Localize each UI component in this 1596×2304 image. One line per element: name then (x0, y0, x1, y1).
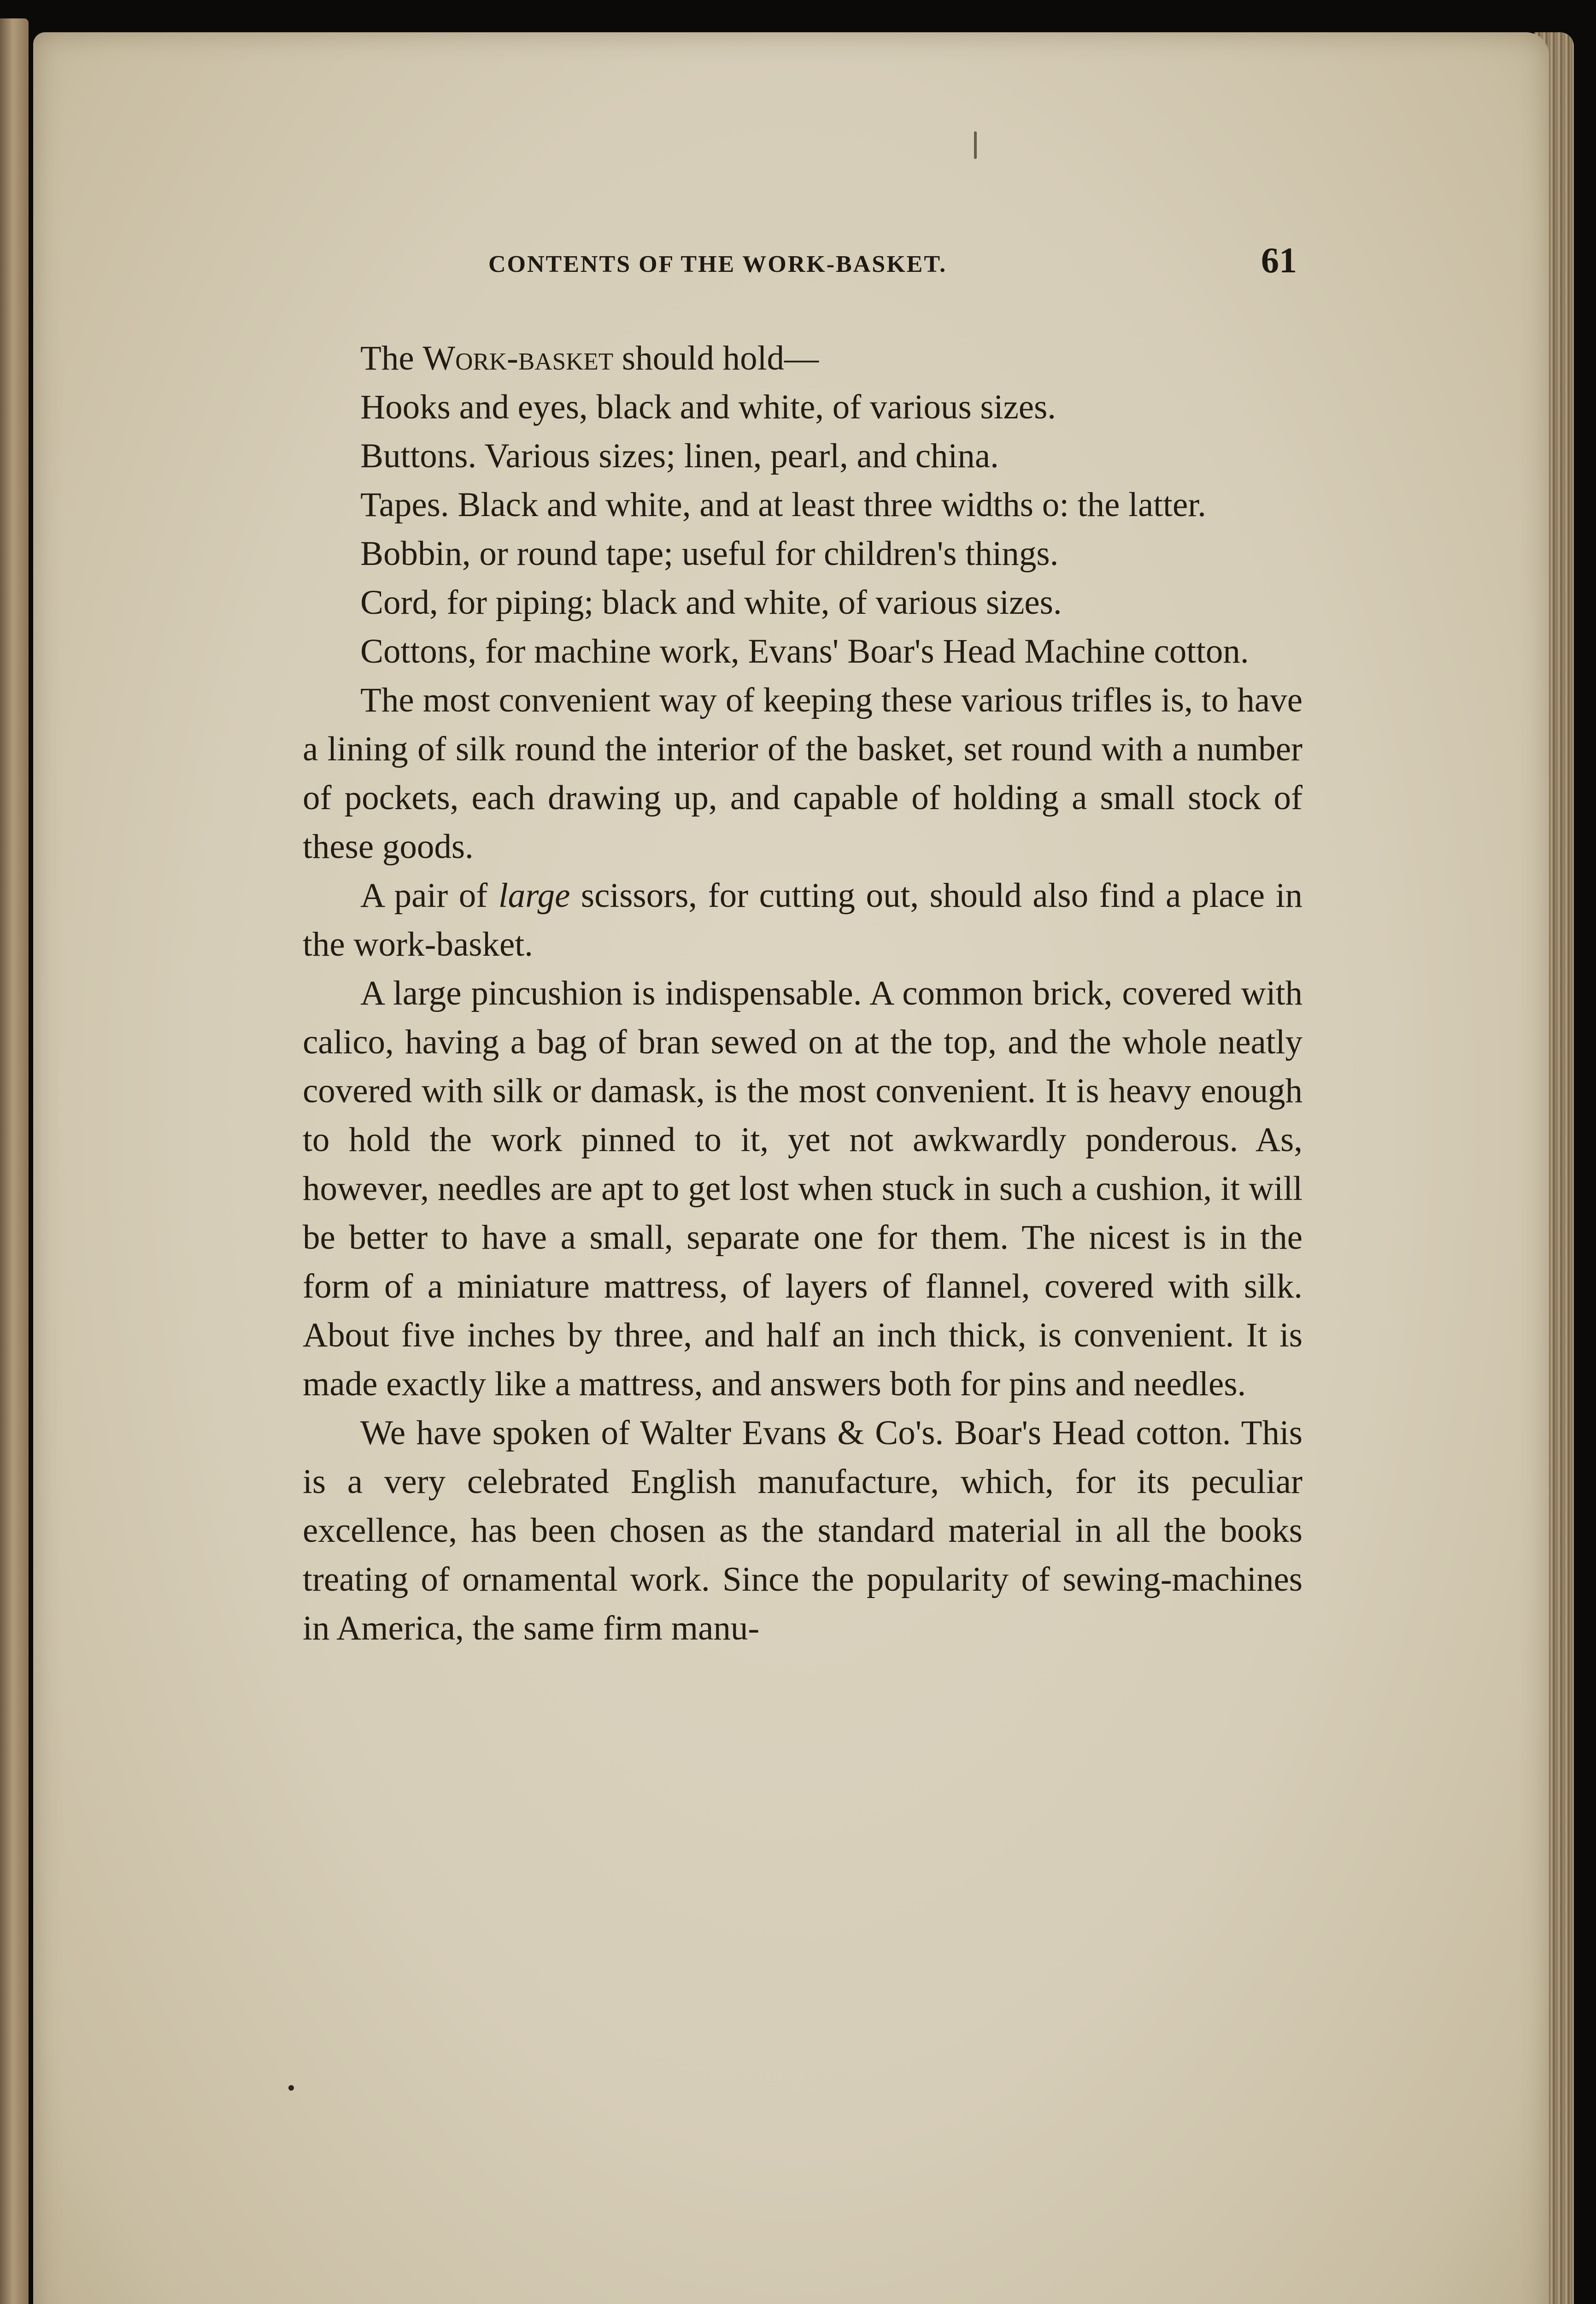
item-cottons: Cottons, for machine work, Evans' Boar's Head Machine cotton. (360, 632, 1249, 670)
paragraph-pockets: The most convenient way of keeping these various trifles is, to have a lining of silk round the interior of the basket, set round with a number of pockets, each drawing up, and capable of holding a small stock of these goods. (303, 681, 1303, 866)
large-italic: large (498, 876, 570, 915)
scissors-pre: A pair of (360, 876, 499, 915)
item-tapes: Tapes. Black and white, and at least three widths o: the latter. (360, 486, 1206, 524)
intro-post: should hold— (613, 339, 819, 377)
paragraph-scissors (303, 871, 1303, 969)
paragraph-intro (303, 334, 1303, 383)
body-text (303, 334, 1303, 1653)
ink-dot (288, 2085, 294, 2091)
page-header (488, 240, 1297, 286)
item-bobbin: Bobbin, or round tape; useful for children's things. (360, 535, 1059, 573)
work-basket-smallcaps: Work-basket (422, 339, 614, 377)
item-buttons: Buttons. Various sizes; linen, pearl, and china. (360, 437, 999, 475)
scissors-post: scissors, for cutting out, should also find a place in the work-basket. (303, 876, 1303, 964)
paper-mark (974, 131, 977, 159)
paragraph-evans-cotton: We have spoken of Walter Evans & Co's. Boar's Head cotton. This is a very celebrated English manufacture, which, for its peculiar excellence, has been chosen as the standard material in all the books treating of ornamental work. Since the popularity of sewing-machines in America, the same firm manu- (303, 1414, 1303, 1647)
facing-page-edge (0, 18, 29, 2304)
running-head: CONTENTS OF THE WORK-BASKET. (488, 251, 947, 277)
paragraph-pincushion: A large pincushion is indispensable. A common brick, covered with calico, having a bag of bran sewed on at the top, and the whole neatly covered with silk or damask, is the most convenient. It is heavy enough to hold the work pinned to it, yet not awkwardly ponderous. As, however, needles are apt to get lost when stuck in such a cushion, it will be better to have a small, separate one for them. The nicest is in the form of a miniature mattress, of layers of flannel, covered with silk. About five inches by three, and half an inch thick, is convenient. It is made exactly like a mattress, and answers both for pins and needles. (303, 974, 1303, 1403)
page-number: 61 (1261, 240, 1297, 280)
intro-pre: The (360, 339, 423, 377)
item-cord: Cord, for piping; black and white, of various sizes. (360, 583, 1062, 622)
item-hooks-and-eyes: Hooks and eyes, black and white, of various sizes. (360, 388, 1056, 426)
